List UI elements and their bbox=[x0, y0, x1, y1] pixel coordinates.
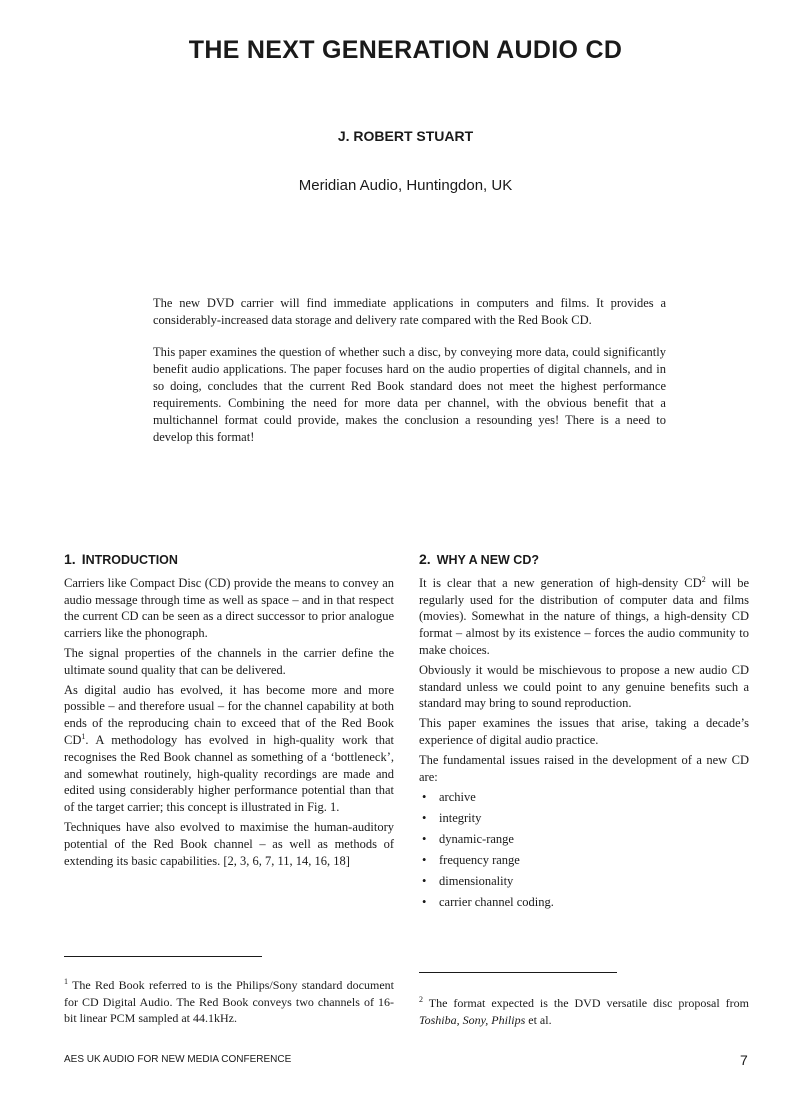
left-column bbox=[64, 551, 394, 872]
right-column bbox=[419, 551, 749, 915]
footnote-2-text-a: The format expected is the DVD versatile disc proposal from bbox=[423, 996, 749, 1010]
footnote-divider-right bbox=[419, 972, 617, 973]
section-1-title-rest: NTRODUCTION bbox=[85, 553, 178, 567]
section-2-paragraph-1 bbox=[419, 575, 749, 659]
section-2-paragraph-4: The fundamental issues raised in the development of a new CD are: bbox=[419, 752, 749, 784]
section-2-heading bbox=[419, 551, 749, 569]
list-item: • dynamic-range bbox=[422, 832, 514, 847]
section-1-heading bbox=[64, 551, 394, 569]
list-item: • carrier channel coding. bbox=[422, 895, 554, 910]
bullet-icon: • bbox=[422, 832, 427, 847]
paper-title: THE NEXT GENERATION AUDIO CD bbox=[188, 36, 623, 64]
bullet-icon: • bbox=[422, 853, 427, 868]
section-1-paragraph-4: Techniques have also evolved to maximise the human-auditory potential of the Red Book channel – as well as methods of extending its basic capabilities. [2, 3, 6, 7, 11, 14, 16, 18] bbox=[64, 819, 394, 868]
conference-footer: AES UK AUDIO FOR NEW MEDIA CONFERENCE bbox=[64, 1054, 292, 1065]
section-2-paragraph-2: Obviously it would be mischievous to propose a new audio CD standard unless we could point to any genuine benefits such a standard may bring to sound reproduction. bbox=[419, 662, 749, 711]
list-item: • integrity bbox=[422, 811, 482, 826]
footnote-2 bbox=[419, 995, 749, 1028]
bullet-icon: • bbox=[422, 811, 427, 826]
author-affiliation: Meridian Audio, Huntingdon, UK bbox=[298, 177, 513, 194]
list-item: • archive bbox=[422, 790, 476, 805]
section-1-paragraph-2: The signal properties of the channels in the carrier define the ultimate sound quality that can be delivered. bbox=[64, 645, 394, 677]
section-2-paragraph-1-part-b: will be regularly used for the distribution of computer data and films (movies). Somewhat in the nature of things, a high-density CD format – almost by its existence – forces the audio community to make choices. bbox=[419, 575, 749, 657]
list-item: • frequency range bbox=[422, 853, 520, 868]
footnote-ref-2: 2 bbox=[701, 574, 706, 584]
section-2-number: 2. bbox=[419, 551, 431, 567]
list-item: • dimensionality bbox=[422, 874, 514, 889]
abstract-paragraph-1: The new DVD carrier will find immediate applications in computers and films. It provides a considerably-increased data storage and delivery rate compared with the Red Book CD. bbox=[153, 295, 666, 327]
footnote-1-text: The Red Book referred to is the Philips/Sony standard document for CD Digital Audio. The Red Book conveys two channels of 16-bit linear PCM sampled at 44.1kHz. bbox=[64, 978, 394, 1025]
section-1-paragraph-3-part-a: As digital audio has evolved, it has become more and more possible – and therefore usual – for the channel capability at both ends of the reproducing chain to exceed that of the Red Book CD bbox=[64, 682, 394, 747]
section-1-title-initial: I bbox=[81, 551, 86, 567]
footnote-2-text-b: et al. bbox=[525, 1012, 552, 1027]
footnote-divider-left bbox=[64, 956, 262, 957]
section-1-paragraph-1: Carriers like Compact Disc (CD) provide the means to convey an audio message through time as well as space – and in that respect the current CD can be seen as a direct successor to prior analogue carriers like the phonograph. bbox=[64, 575, 394, 641]
footnote-1-mark: 1 bbox=[64, 977, 68, 986]
section-2-paragraph-3: This paper examines the issues that arise, taking a decade’s experience of digital audio practice. bbox=[419, 716, 749, 747]
abstract-paragraph-2: This paper examines the question of whether such a disc, by conveying more data, could significantly benefit audio applications. The paper focuses hard on the audio properties of digital channels, and in so doing, concludes that the current Red Book standard does not meet the highest performance requirements. Combining the need for more data per channel, with the obvious benefit that a multichannel format could provide, makes the conclusion a resounding yes! There is a need to develop this format! bbox=[153, 344, 666, 444]
bullet-icon: • bbox=[422, 895, 427, 910]
footnote-2-companies: Toshiba, Sony, Philips bbox=[419, 1012, 526, 1027]
section-1-paragraph-3 bbox=[64, 682, 394, 816]
footnote-1 bbox=[64, 977, 394, 1027]
section-2-paragraph-1-part-a: It is clear that a new generation of high-density CD bbox=[419, 575, 702, 590]
bullet-icon: • bbox=[422, 790, 427, 805]
section-1-paragraph-3-part-b: . A methodology has evolved in high-quality work that recognises the Red Book channel as something of a ‘bottleneck’, and somewhat routinely, high-quality recordings are made and edited using considerably higher performance potential than that of the target carrier; this concept is illustrated in Fig. 1. bbox=[64, 732, 394, 815]
footnote-ref-1: 1 bbox=[81, 731, 86, 741]
section-2-title: WHY A NEW CD? bbox=[436, 553, 539, 567]
author-name: J. ROBERT STUART bbox=[337, 128, 474, 144]
bullet-icon: • bbox=[422, 874, 427, 889]
section-1-number: 1. bbox=[64, 551, 76, 567]
page-number: 7 bbox=[740, 1052, 748, 1068]
issues-list bbox=[419, 789, 749, 911]
footnote-2-mark: 2 bbox=[419, 995, 423, 1004]
